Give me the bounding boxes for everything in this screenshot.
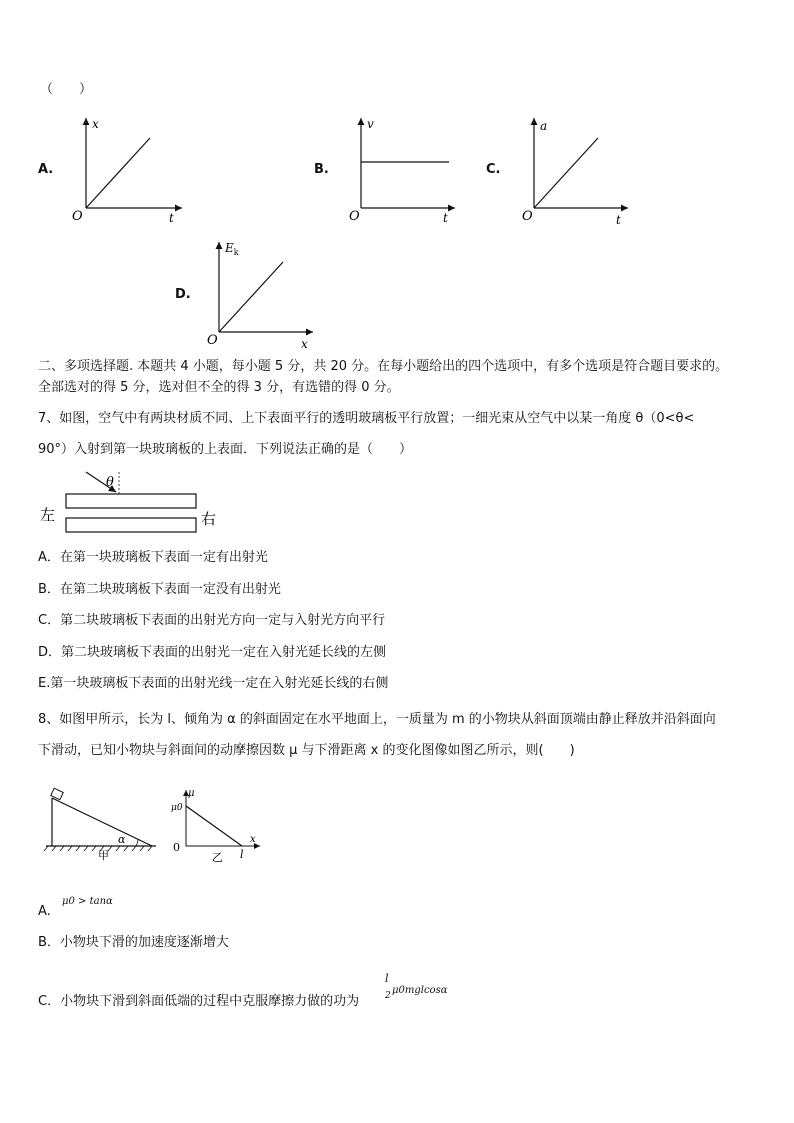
q6-answer-paren: （ ）	[40, 82, 93, 97]
angle-label: α	[118, 833, 126, 846]
q8-option-a-label: A.	[38, 904, 51, 919]
glass-plate-1	[66, 494, 196, 508]
q6-graph-b	[345, 112, 465, 227]
q6-option-d-label: D.	[175, 287, 191, 302]
graph-line	[86, 138, 150, 208]
q8-stem	[38, 704, 773, 766]
graph-line	[534, 138, 598, 208]
q8-option-a-formula: μ0 > tanα	[62, 896, 113, 907]
section2-line1: 二、多项选择题. 本题共 4 小题，每小题 5 分，共 20 分。在每小题给出的四个选项中，有多个选项是符合题目要求的。	[38, 359, 729, 374]
glass-plate-2	[66, 518, 196, 532]
q7-option-b: B．在第二块玻璃板下表面一定没有出射光	[38, 582, 281, 597]
q8-option-c-denominator: 2	[385, 991, 391, 1001]
q6-graph-a	[70, 112, 190, 227]
q8-figure-jia	[40, 786, 164, 862]
origin-label: O	[349, 209, 360, 224]
x-axis-label: x	[301, 337, 308, 351]
q8-line1: 8、如图甲所示，长为 l、倾角为 α 的斜面固定在水平地面上，一质量为 m 的小物块从斜面顶端由静止释放并沿斜面向	[38, 712, 716, 727]
right-label: 右	[201, 510, 217, 528]
x-axis-label: x	[250, 834, 256, 845]
q7-option-d: D．第二块玻璃板下表面的出射光一定在入射光延长线的左侧	[38, 645, 387, 660]
origin-label: O	[207, 333, 218, 348]
left-label: 左	[40, 506, 56, 524]
q6-graph-d	[203, 236, 323, 351]
q6-option-a-label: A.	[38, 162, 54, 177]
origin-label: O	[522, 209, 533, 224]
origin-label: O	[72, 209, 83, 224]
q6-option-c-label: C.	[486, 162, 501, 177]
incline-slope	[52, 798, 152, 846]
x-axis-label: t	[616, 213, 621, 227]
y-axis-label: μ	[188, 788, 195, 799]
l-label: l	[240, 848, 244, 861]
q7-option-a: A．在第一块玻璃板下表面一定有出射光	[38, 550, 268, 565]
q6-option-b-label: B.	[314, 162, 329, 177]
origin-label: 0	[173, 841, 180, 854]
y-axis-label: v	[367, 117, 374, 131]
q8-option-c-text: C．小物块下滑到斜面低端的过程中克服摩擦力做的功为	[38, 994, 360, 1009]
q8-option-c-numerator: l	[385, 972, 389, 985]
y-axis-label: a	[540, 119, 548, 133]
x-axis-label: t	[169, 211, 174, 225]
mu-line	[186, 806, 242, 846]
q7-line1: 7、如图，空气中有两块材质不同、上下表面平行的透明玻璃板平行放置；一细光束从空气中以某一角度 θ（0<θ<	[38, 411, 695, 426]
section2-line2: 全部选对的得 5 分，选对但不全的得 3 分，有选错的得 0 分。	[38, 380, 400, 395]
caption-jia: 甲	[98, 849, 109, 862]
graph-line	[219, 262, 283, 332]
q7-option-e: E.第一块玻璃板下表面的出射光线一定在入射光延长线的右侧	[38, 676, 389, 691]
q7-line2: 90°）入射到第一块玻璃板的上表面．下列说法正确的是（ ）	[38, 442, 413, 457]
q8-option-b: B．小物块下滑的加速度逐渐增大	[38, 935, 229, 950]
q7-figure	[36, 466, 222, 542]
section2-instructions	[38, 356, 768, 398]
q7-stem	[38, 403, 773, 465]
q8-figure-yi	[168, 786, 264, 866]
q7-option-c: C．第二块玻璃板下表面的出射光方向一定与入射光方向平行	[38, 613, 386, 628]
angle-arc	[136, 839, 138, 846]
x-axis-label: t	[443, 211, 448, 225]
y-axis-label: $E_k$	[225, 241, 239, 257]
y-axis-label: x	[92, 117, 99, 131]
q8-line2: 下滑动，已知小物块与斜面间的动摩擦因数 μ 与下滑距离 x 的变化图像如图乙所示，则( )	[38, 743, 575, 758]
caption-yi: 乙	[212, 851, 223, 864]
q8-option-c-expression: μ0mglcosα	[392, 985, 448, 996]
q6-graph-c	[518, 112, 638, 227]
mu0-label: μ0	[171, 803, 183, 813]
angle-label: θ	[106, 475, 114, 490]
